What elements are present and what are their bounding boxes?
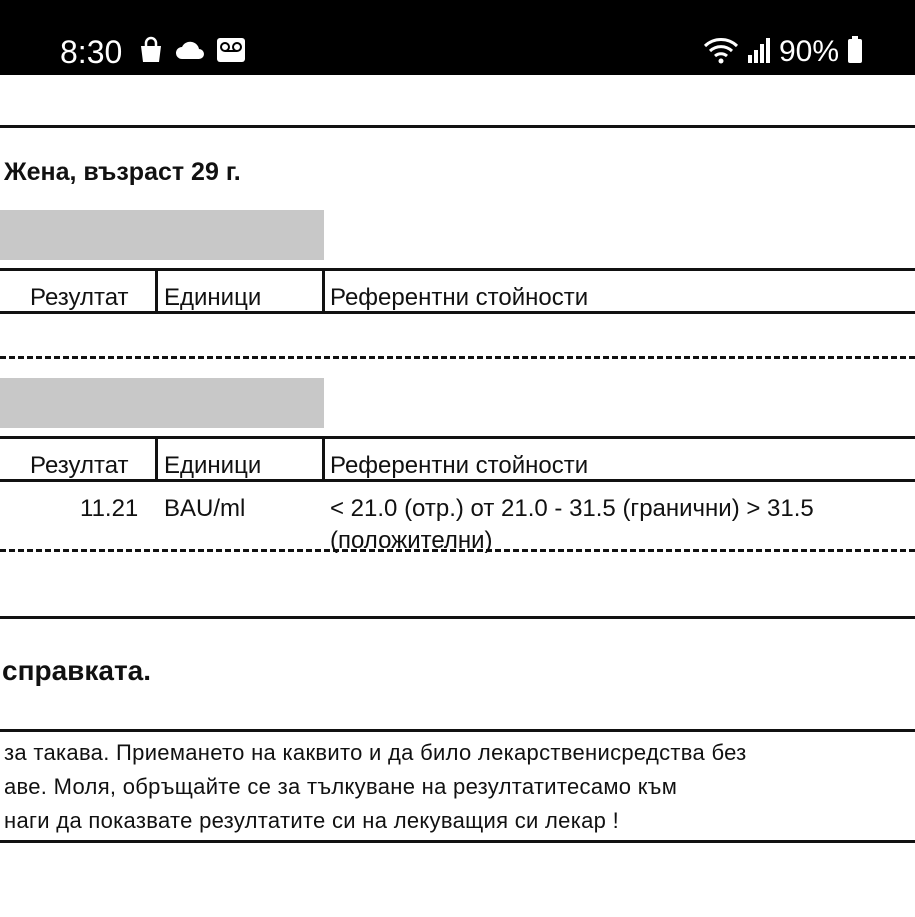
battery-percentage: 90% (778, 35, 839, 68)
redacted-block (0, 210, 324, 260)
reference-range-continued: (положителни) (330, 527, 493, 554)
column-header-result: Резултат (30, 452, 129, 479)
result-value: 11.21 (80, 495, 139, 522)
wifi-icon (703, 36, 739, 69)
column-divider (155, 270, 158, 312)
voicemail-icon (216, 37, 246, 68)
cloud-icon (174, 39, 206, 66)
divider (0, 840, 915, 843)
disclaimer-line: аве. Моля, обръщайте се за тълкуване на резултатитесамо към (4, 774, 678, 799)
table-border (0, 479, 915, 482)
column-header-reference: Референтни стойности (330, 452, 589, 479)
column-header-units: Единици (164, 452, 262, 479)
table-border (0, 311, 915, 314)
status-time: 8:30 (60, 34, 123, 70)
disclaimer-line: наги да показвате резултатите си на лекуващия си лекар ! (4, 808, 620, 833)
column-divider (155, 438, 158, 480)
shopping-bag-icon (138, 36, 164, 69)
battery-icon (847, 36, 863, 69)
divider (0, 729, 915, 732)
column-divider (322, 270, 325, 312)
column-divider (322, 438, 325, 480)
column-header-units: Единици (164, 284, 262, 311)
patient-info: Жена, възраст 29 г. (4, 158, 241, 186)
redacted-block (0, 378, 324, 428)
table-border (0, 268, 915, 271)
column-header-result: Резултат (30, 284, 129, 311)
dashed-separator (0, 356, 915, 359)
result-units: BAU/ml (164, 495, 246, 522)
divider (0, 125, 915, 128)
column-header-reference: Референтни стойности (330, 284, 589, 311)
disclaimer-line: за такава. Приемането на каквито и да било лекарственисредства без (4, 740, 747, 765)
divider (0, 616, 915, 619)
signal-icon (747, 37, 771, 68)
table-border (0, 436, 915, 439)
section-title: справката. (2, 655, 152, 686)
status-bar (0, 0, 915, 75)
reference-range: < 21.0 (отр.) от 21.0 - 31.5 (гранични) > 31.5 (330, 495, 814, 522)
dashed-separator (0, 549, 915, 552)
